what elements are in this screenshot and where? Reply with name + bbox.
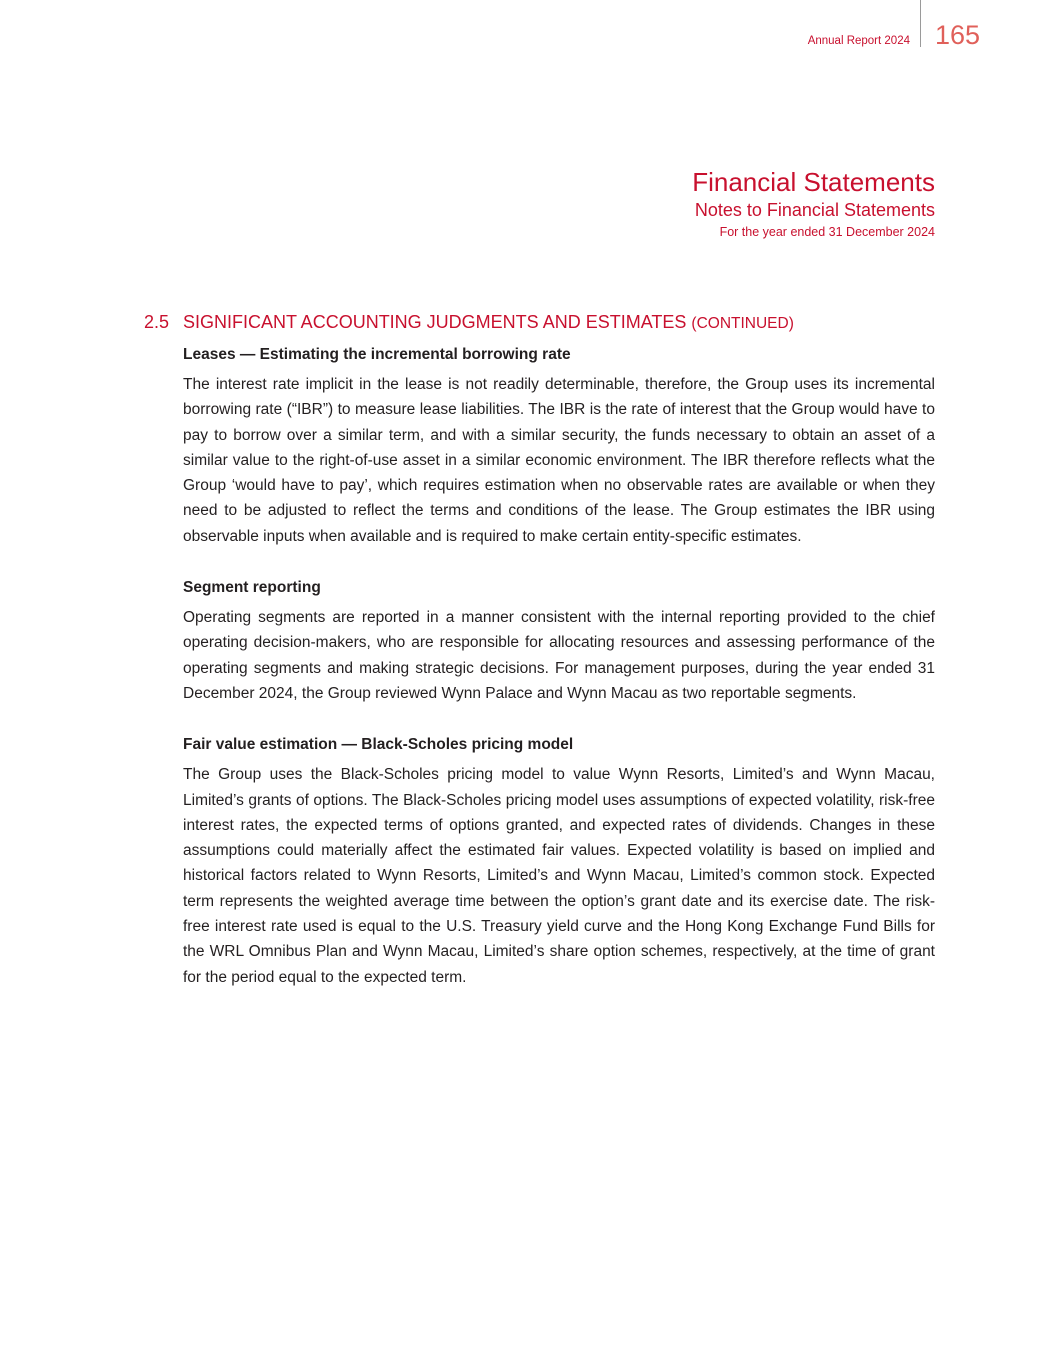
section-title	[144, 310, 935, 336]
page-title: Financial Statements	[692, 167, 935, 197]
subsection-heading: Segment reporting	[183, 579, 321, 597]
continued-label: (CONTINUED)	[691, 315, 794, 332]
section-heading: SIGNIFICANT ACCOUNTING JUDGMENTS AND ESTIMATES	[183, 312, 687, 332]
subsection-text: The Group uses the Black-Scholes pricing model to value Wynn Resorts, Limited’s and Wynn Macau, Limited’s grants of options. The Black-Scholes pricing model uses assumptions of expected volatility, risk-free interest rates, the expected terms of options granted, and expected rates of dividends. Changes in these assumptions could materially affect the estimated fair values. Expected volatility is based on implied and historical factors related to Wynn Resorts, Limited’s and Wynn Macau, Limited’s common stock. Expected term represents the weighted average time between the option’s grant date and its exercise date. The risk-free interest rate used is equal to the U.S. Treasury yield curve and the Hong Kong Exchange Fund Bills for the WRL Omnibus Plan and Wynn Macau, Limited’s share option schemes, respectively, at the time of grant for the period equal to the expected term.	[183, 766, 935, 986]
report-label: Annual Report 2024	[807, 35, 910, 47]
subsection-text: Operating segments are reported in a manner consistent with the internal reporting provided to the chief operating decision-makers, who are responsible for allocating resources and assessing performance of the operating segments and making strategic decisions. For management purposes, during the year ended 31 December 2024, the Group reviewed Wynn Palace and Wynn Macau as two reportable segments.	[183, 609, 935, 702]
section-body	[183, 344, 935, 990]
page-subtitle: Notes to Financial Statements	[694, 200, 935, 220]
header-divider	[920, 0, 921, 47]
section	[144, 310, 935, 1018]
title-block	[692, 166, 935, 242]
page-number: 165	[935, 20, 981, 50]
subsection-heading: Fair value estimation — Black-Scholes pricing model	[183, 736, 574, 754]
subsection-heading: Leases — Estimating the incremental borrowing rate	[183, 346, 571, 363]
section-number: 2.5	[144, 312, 170, 332]
period-label: For the year ended 31 December 2024	[719, 225, 935, 239]
subsection-text: The interest rate implicit in the lease is not readily determinable, therefore, the Group uses its incremental borrowing rate (“IBR”) to measure lease liabilities. The IBR is the rate of interest that the Group would have to pay to borrow over a similar term, and with a similar security, the funds necessary to obtain an asset of a similar value to the right-of-use asset in a similar economic environment. The IBR therefore reflects what the Group ‘would have to pay’, which requires estimation when no observable rates are available or when they need to be adjusted to reflect the terms and conditions of the lease. The Group estimates the IBR using observable inputs when available and is required to make certain entity-specific estimates.	[183, 376, 935, 545]
